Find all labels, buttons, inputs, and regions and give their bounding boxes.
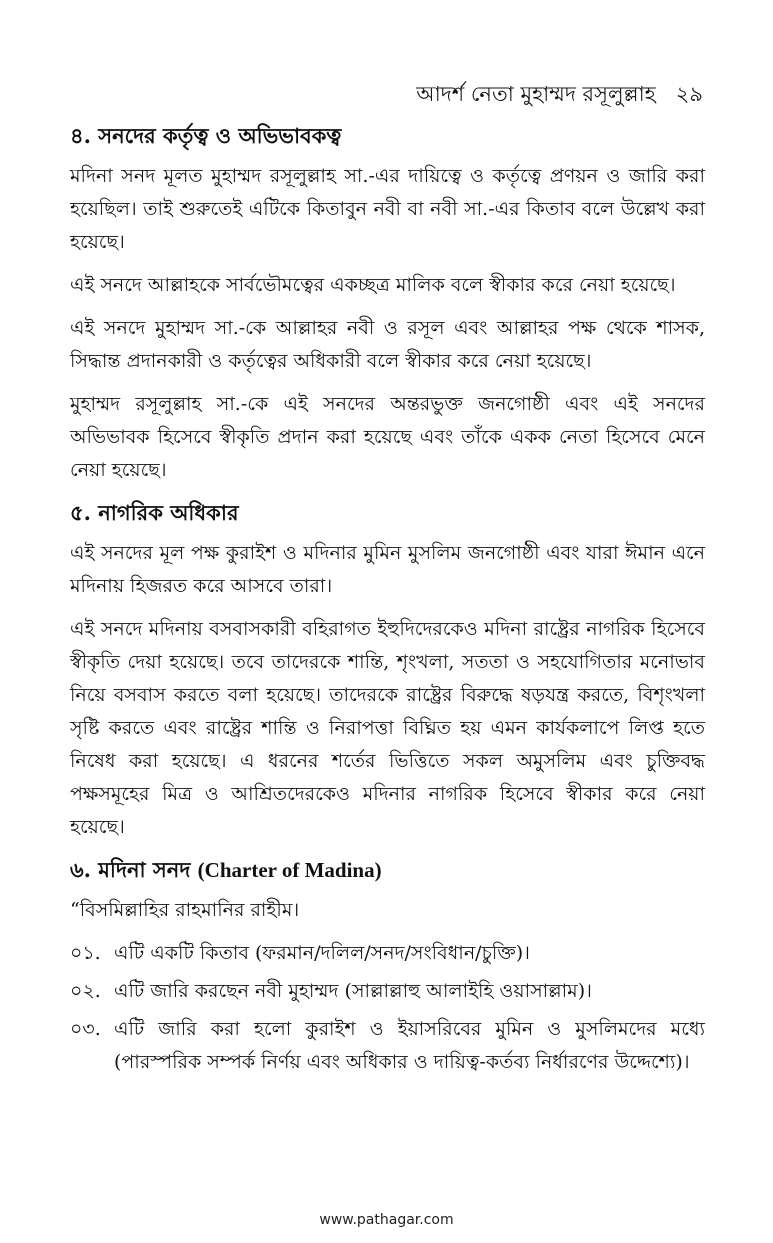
article-text: এটি জারি করছেন নবী মুহাম্মদ (সাল্লাল্লাহু আলাইহি ওয়াসাল্লাম)। xyxy=(114,980,592,1002)
charter-heading-bn: ৬. মদিনা সনদ xyxy=(70,857,191,882)
charter-heading-en: (Charter of Madina) xyxy=(197,858,382,882)
paragraph: এই সনদে মুহাম্মদ সা.-কে আল্লাহর নবী ও রসূল এবং আল্লাহর পক্ষ থেকে শাসক, সিদ্ধান্ত প্রদানকারী ও কর্তৃত্বের অধিকারী বলে স্বীকার করে নেয়া হয়েছে। xyxy=(70,317,705,372)
paragraph: এই সনদের মূল পক্ষ কুরাইশ ও মদিনার মুমিন মুসলিম জনগোষ্ঠী এবং যারা ঈমান এনে মদিনায় হিজরত করে আসবে তারা। xyxy=(70,542,705,597)
paragraph: মদিনা সনদ মূলত মুহাম্মদ রসূলুল্লাহ সা.-এর দায়িত্বে ও কর্তৃত্বে প্রণয়ন ও জারি করা হয়েছিল। তাই শুরুতেই এটিকে কিতাবুন নবী বা নবী সা.-এর কিতাব বলে উল্লেখ করা হয়েছে। xyxy=(70,165,705,253)
running-title: আদর্শ নেতা মুহাম্মদ রসূলুল্লাহ xyxy=(416,82,656,106)
footer-url: www.pathagar.com xyxy=(319,1212,454,1228)
charter-articles-list xyxy=(70,937,705,1079)
article-number: ০২. xyxy=(70,980,101,1002)
article-number: ০৩. xyxy=(70,1018,101,1040)
article-number: ০১. xyxy=(70,942,101,964)
charter-opening: “বিসমিল্লাহির রাহমানির রাহীম। xyxy=(70,899,300,921)
page-content xyxy=(70,120,705,1084)
paragraph: মুহাম্মদ রসূলুল্লাহ সা.-কে এই সনদের অন্তরভুক্ত জনগোষ্ঠী এবং এই সনদের অভিভাবক হিসেবে স্বীকৃতি প্রদান করা হয়েছে এবং তাঁকে একক নেতা হিসেবে মেনে নেয়া হয়েছে। xyxy=(70,393,705,481)
section-heading-charter xyxy=(70,854,705,886)
list-item xyxy=(70,1013,705,1079)
list-item xyxy=(70,975,705,1008)
section-heading-citizenship: ৫. নাগরিক অধিকার xyxy=(70,500,239,525)
running-header xyxy=(416,78,703,113)
section-heading-authority: ৪. সনদের কর্তৃত্ব ও অভিভাবকত্ব xyxy=(70,123,342,148)
paragraph: এই সনদে মদিনায় বসবাসকারী বহিরাগত ইহুদিদেরকেও মদিনা রাষ্ট্রের নাগরিক হিসেবে স্বীকৃতি দেয়া হয়েছে। তবে তাদেরকে শান্তি, শৃংখলা, সততা ও সহযোগিতার মনোভাব নিয়ে বসবাস করতে বলা হয়েছে। তাদেরকে রাষ্ট্রের বিরুদ্ধে ষড়যন্ত্র করতে, বিশৃংখলা সৃষ্টি করতে এবং রাষ্ট্রের শান্তি ও নিরাপত্তা বিঘ্নিত হয় এমন কার্যকলাপে লিপ্ত হতে নিষেধ করা হয়েছে। এ ধরনের শর্তের ভিত্তিতে সকল অমুসলিম এবং চুক্তিবদ্ধ পক্ষসমূহের মিত্র ও আশ্রিতদেরকেও মদিনার নাগরিক হিসেবে স্বীকার করে নেয়া হয়েছে। xyxy=(70,618,705,838)
article-text: এটি জারি করা হলো কুরাইশ ও ইয়াসরিবের মুমিন ও মুসলিমদের মধ্যে (পারস্পরিক সম্পর্ক নির্ণয় এবং অধিকার ও দায়িত্ব-কর্তব্য নির্ধারণের উদ্দেশ্যে)। xyxy=(114,1018,705,1073)
article-text: এটি একটি কিতাব (ফরমান/দলিল/সনদ/সংবিধান/চুক্তি)। xyxy=(114,942,530,964)
page-number: ২৯ xyxy=(675,82,703,106)
paragraph: এই সনদে আল্লাহকে সার্বভৌমত্বের একচ্ছত্র মালিক বলে স্বীকার করে নেয়া হয়েছে। xyxy=(70,274,676,296)
list-item xyxy=(70,937,705,970)
